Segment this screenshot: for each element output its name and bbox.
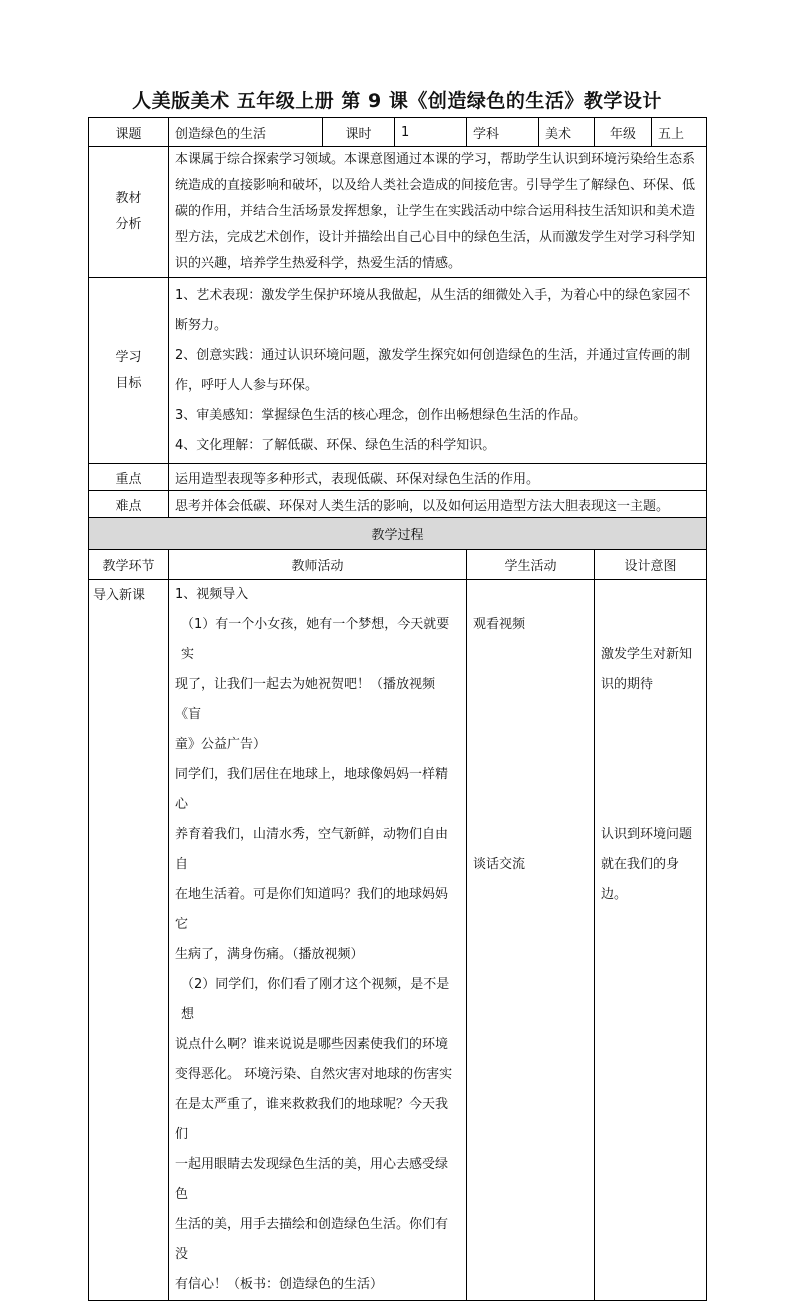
process-header-row bbox=[89, 518, 707, 550]
header-row bbox=[89, 118, 707, 147]
teacher-line: 说点什么啊？谁来说说是哪些因素使我们的环境 bbox=[175, 1037, 449, 1052]
student-activity bbox=[467, 580, 595, 1301]
teacher-line: 养育着我们，山清水秀，空气新鲜，动物们自由自 bbox=[175, 827, 449, 872]
teacher-line: 童》公益广告） bbox=[175, 737, 267, 752]
teacher-line: 1、视频导入 bbox=[175, 587, 249, 602]
student-item: 观看视频 bbox=[473, 617, 526, 632]
teacher-line: 有信心！（板书：创造绿色的生活） bbox=[175, 1277, 384, 1292]
process-row-intro bbox=[89, 580, 707, 1301]
teacher-line: 变得恶化。 环境污染、自然灾害对地球的伤害实 bbox=[175, 1067, 453, 1082]
objectives-list bbox=[169, 278, 707, 464]
objective-item: 3、审美感知：掌握绿色生活的核心理念，创作出畅想绿色生活的作品。 bbox=[175, 407, 587, 423]
lesson-plan-table bbox=[88, 117, 707, 1301]
spacer bbox=[601, 700, 700, 820]
spacer bbox=[473, 640, 588, 850]
topic-label: 课题 bbox=[89, 118, 169, 147]
teacher-line: 生病了，满身伤痛。（播放视频） bbox=[175, 947, 364, 962]
analysis-label-line-2: 分析 bbox=[115, 217, 142, 232]
spacer bbox=[473, 580, 588, 610]
objectives-label-line-2: 目标 bbox=[115, 375, 142, 391]
process-columns-row bbox=[89, 550, 707, 580]
difficulty-label: 难点 bbox=[89, 491, 169, 518]
intent-line: 识的期待 bbox=[601, 677, 654, 692]
grade-value: 五上 bbox=[652, 118, 707, 147]
process-header: 教学过程 bbox=[89, 518, 707, 550]
subject-value: 美术 bbox=[539, 118, 595, 147]
objective-item: 1、艺术表现：激发学生保护环境从我做起，从生活的细微处入手，为着心中的绿色家园不断努力。 bbox=[175, 287, 691, 333]
grade-label: 年级 bbox=[595, 118, 652, 147]
intent-line: 认识到环境问题 bbox=[601, 827, 693, 842]
difficulty-text: 思考并体会低碳、环保对人类生活的影响，以及如何运用造型方法大胆表现这一主题。 bbox=[169, 491, 707, 518]
teacher-line: 现了，让我们一起去为她祝贺吧！（播放视频《盲 bbox=[175, 677, 436, 722]
key-point-row bbox=[89, 464, 707, 491]
teacher-line: 在是太严重了，谁来救救我们的地球呢？今天我们 bbox=[175, 1097, 449, 1142]
teacher-line: 一起用眼睛去发现绿色生活的美，用心去感受绿色 bbox=[175, 1157, 449, 1202]
analysis-label bbox=[89, 147, 169, 278]
teacher-activity bbox=[169, 580, 467, 1301]
teacher-line: 同学们，我们居住在地球上，地球像妈妈一样精心 bbox=[175, 767, 449, 812]
analysis-label-line-1: 教材 bbox=[115, 191, 142, 206]
hours-label: 课时 bbox=[323, 118, 395, 147]
teacher-line: 在地生活着。可是你们知道吗？我们的地球妈妈它 bbox=[175, 887, 449, 932]
topic-value: 创造绿色的生活 bbox=[169, 118, 323, 147]
page-title: 人美版美术 五年级上册 第 9 课《创造绿色的生活》教学设计 bbox=[132, 90, 662, 112]
key-point-text: 运用造型表现等多种形式，表现低碳、环保对绿色生活的作用。 bbox=[169, 464, 707, 491]
teacher-line: （2）同学们，你们看了刚才这个视频，是不是想 bbox=[181, 977, 450, 1022]
column-student: 学生活动 bbox=[467, 550, 595, 580]
hours-value: 1 bbox=[395, 118, 467, 147]
difficulty-row bbox=[89, 491, 707, 518]
key-point-label: 重点 bbox=[89, 464, 169, 491]
spacer bbox=[601, 580, 700, 640]
intent-line: 就在我们的身边。 bbox=[601, 857, 680, 902]
design-intent bbox=[595, 580, 707, 1301]
subject-label: 学科 bbox=[467, 118, 539, 147]
objective-item: 4、文化理解：了解低碳、环保、绿色生活的科学知识。 bbox=[175, 437, 496, 453]
teacher-line: （1）有一个小女孩，她有一个梦想，今天就要实 bbox=[181, 617, 450, 662]
column-stage: 教学环节 bbox=[89, 550, 169, 580]
student-item: 谈话交流 bbox=[473, 857, 526, 872]
objectives-label-line-1: 学习 bbox=[115, 349, 142, 365]
objectives-row bbox=[89, 278, 707, 464]
column-intent: 设计意图 bbox=[595, 550, 707, 580]
analysis-row bbox=[89, 147, 707, 278]
objectives-label bbox=[89, 278, 169, 464]
column-teacher: 教师活动 bbox=[169, 550, 467, 580]
intent-line: 激发学生对新知 bbox=[601, 647, 693, 662]
analysis-text: 本课属于综合探索学习领域。本课意图通过本课的学习，帮助学生认识到环境污染给生态系统造成的直接影响和破坏，以及给人类社会造成的间接危害。引导学生了解绿色、环保、低碳的作用，并结合生活场景发挥想象，让学生在实践活动中综合运用科技生活知识和美术造型方法，完成艺术创作，设计并描绘出自己心目中的绿色生活，从而激发学生对学习科学知识的兴趣，培养学生热爱科学，热爱生活的情感。 bbox=[169, 147, 707, 278]
objective-item: 2、创意实践：通过认识环境问题，激发学生探究如何创造绿色的生活，并通过宣传画的制作，呼吁人人参与环保。 bbox=[175, 347, 691, 393]
stage-cell: 导入新课 bbox=[89, 580, 169, 1301]
teacher-line: 生活的美，用手去描绘和创造绿色生活。你们有没 bbox=[175, 1217, 449, 1262]
